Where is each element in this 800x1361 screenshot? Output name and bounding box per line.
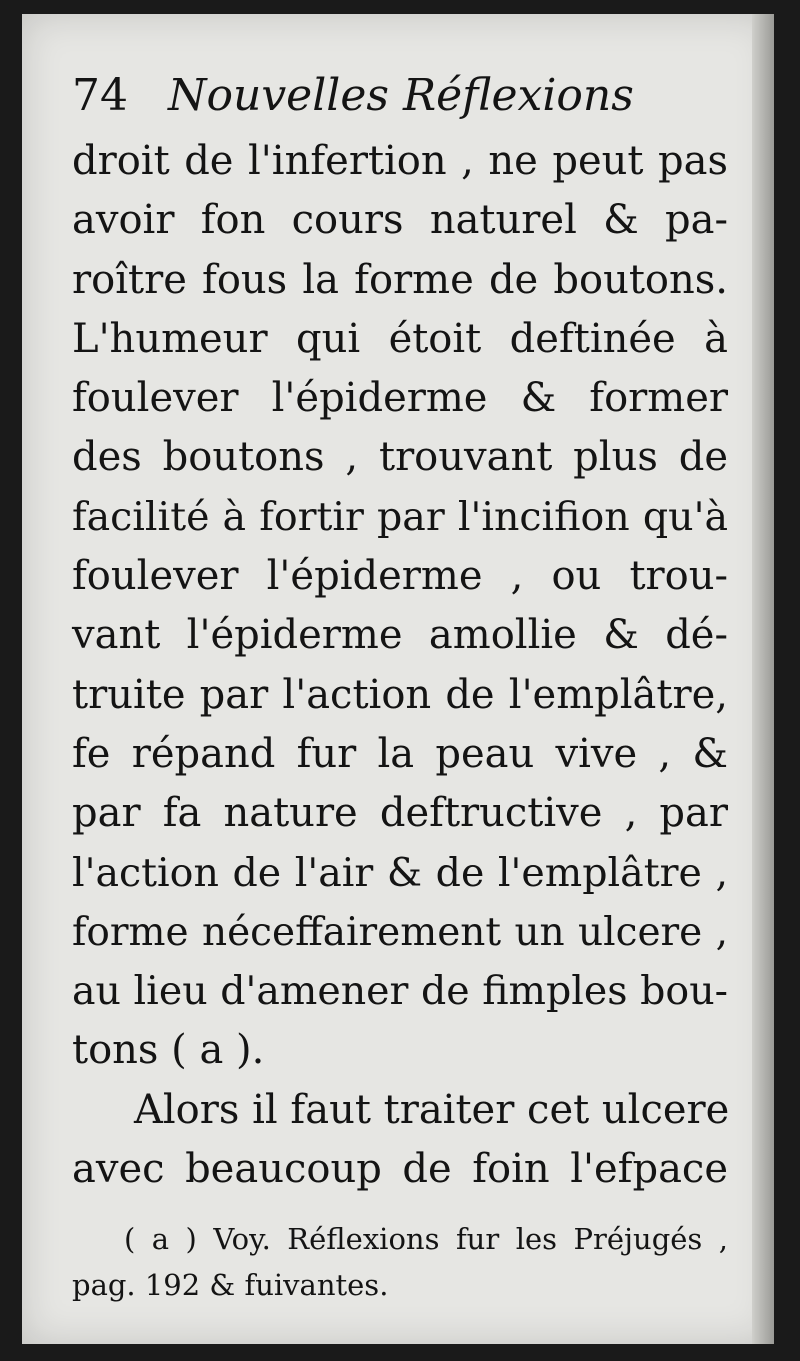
body-line: forme néceffairement un ulcere , [72,909,728,955]
body-line: au lieu d'amener de fimples bou- [72,968,728,1015]
body-line: fe répand fur la peau vive , & [72,730,728,777]
body-line: foulever l'épiderme & former [72,375,728,422]
body-line: facilité à fortir par l'incifion qu'à [72,493,728,540]
page-gutter-shadow [752,14,774,1344]
footnote [72,1216,728,1308]
body-line: avec beaucoup de foin l'efpace [72,1146,728,1193]
text-block [72,60,730,1302]
footnote-line: ( a ) Voy. Réflexions fur les Préjugés , [124,1222,728,1256]
body-text [72,132,728,1199]
body-line: tons ( a ). [72,1027,265,1074]
body-line: l'action de l'air & de l'emplâtre , [72,849,728,896]
body-line: L'humeur qui étoit deftinée à [72,315,728,362]
body-line: foulever l'épiderme , ou trou- [72,553,728,600]
body-line: par fa nature deftructive , par [72,790,728,837]
page-header [72,60,728,132]
page-number: 74 [72,70,128,121]
body-line: avoir fon cours naturel & pa- [72,197,728,244]
body-line: roître fous la forme de boutons. [72,256,728,303]
footnote-line: pag. 192 & fuivantes. [72,1268,389,1302]
running-title: Nouvelles Réflexions [168,70,634,121]
body-line: Alors il faut traiter cet ulcere [134,1086,730,1133]
book-page [22,14,774,1344]
body-line: vant l'épiderme amollie & dé- [72,612,728,659]
body-line: droit de l'infertion , ne peut pas [72,138,728,184]
body-line: truite par l'action de l'emplâtre, [72,671,728,718]
body-line: des boutons , trouvant plus de [72,434,728,481]
